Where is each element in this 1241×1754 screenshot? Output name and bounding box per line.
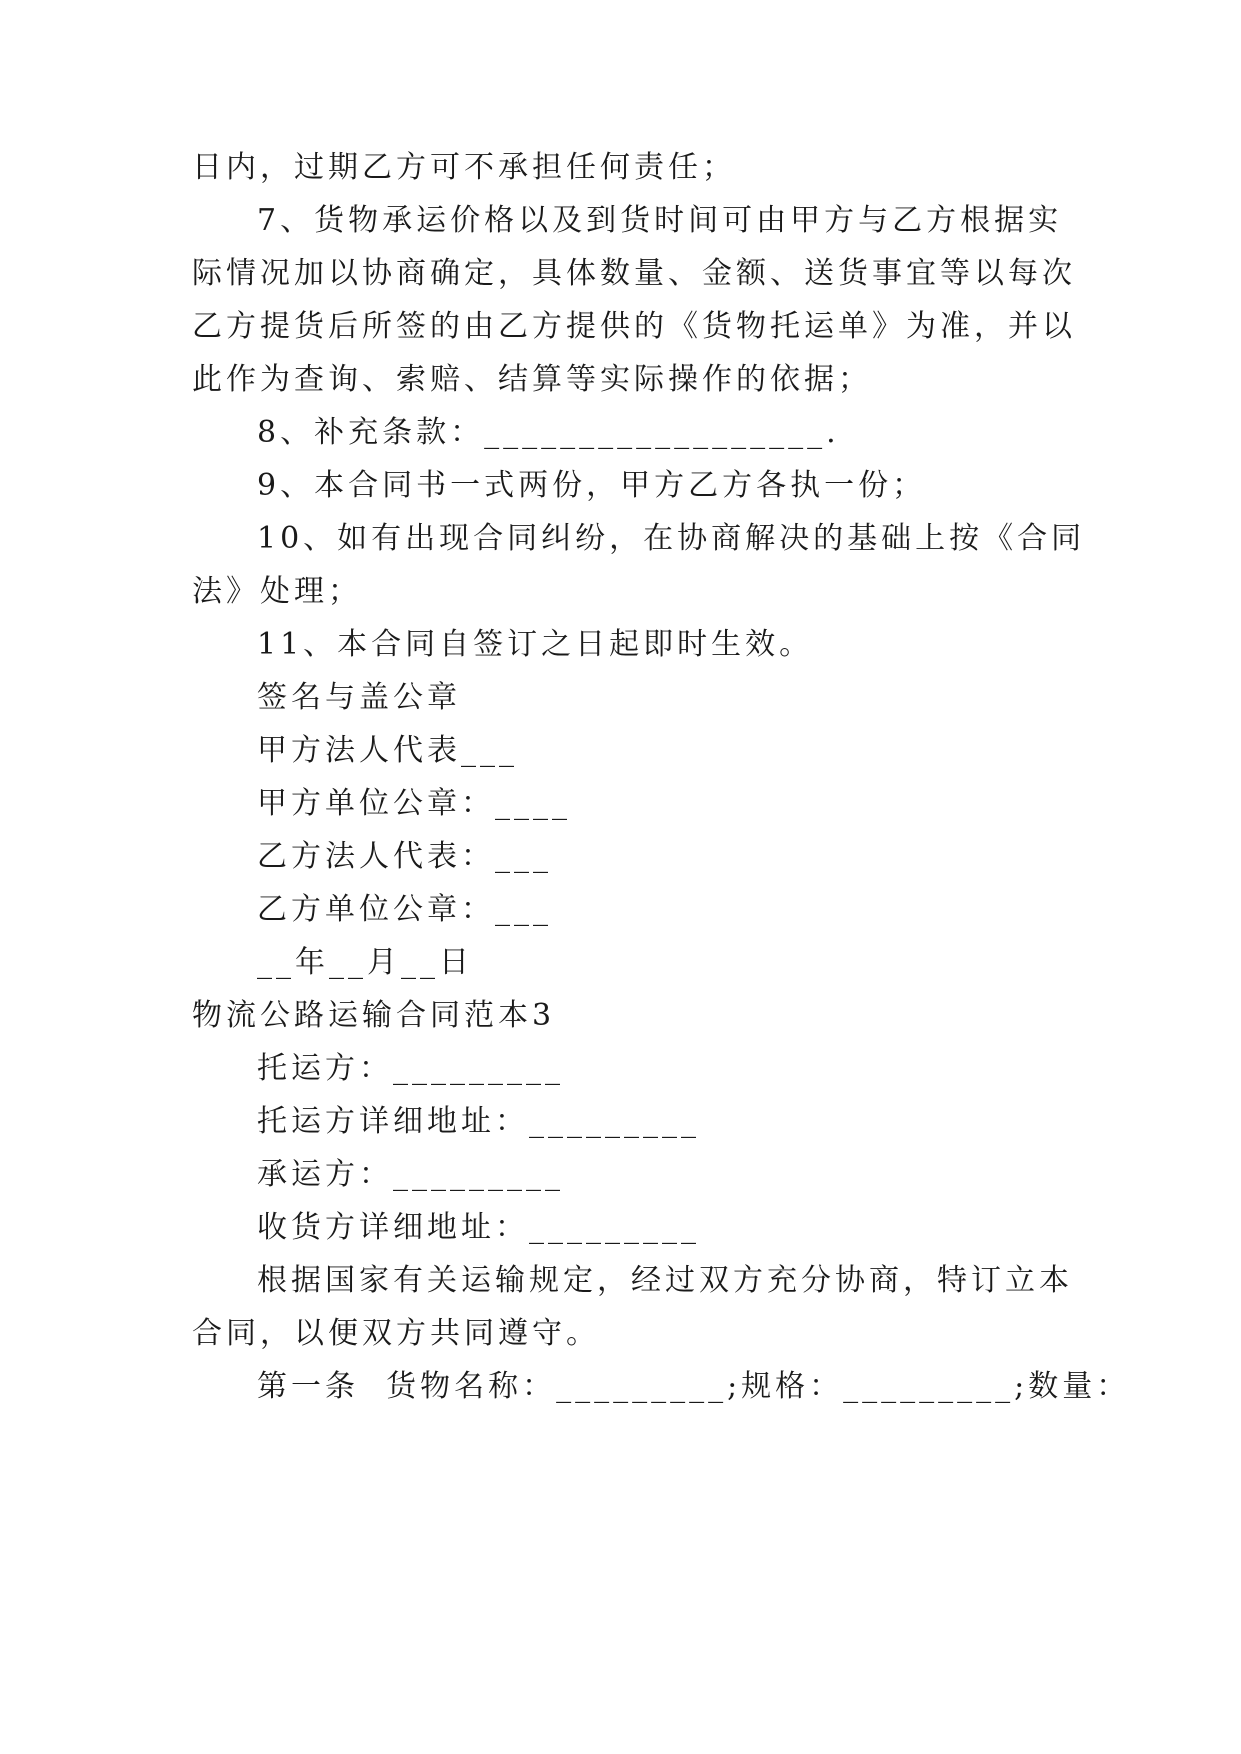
text-line-21: 收货方详细地址：_________ [257,1210,700,1245]
text-line-10: 11、本合同自签订之日起即时生效。 [257,627,814,662]
text-line-11: 签名与盖公章 [257,680,461,715]
text-line-19: 托运方详细地址：_________ [257,1104,700,1139]
text-line-23: 合同，以便双方共同遵守。 [192,1316,600,1351]
text-line-6: 8、补充条款：__________________. [257,415,840,450]
text-line-2: 7、货物承运价格以及到货时间可由甲方与乙方根据实 [257,203,1063,238]
text-line-5: 此作为查询、索赔、结算等实际操作的依据； [192,362,872,397]
text-line-13: 甲方单位公章：____ [257,786,571,821]
text-line-7: 9、本合同书一式两份，甲方乙方各执一份； [257,468,927,503]
text-line-8: 10、如有出现合同纠纷，在协商解决的基础上按《合同 [257,521,1086,556]
section-title: 物流公路运输合同范本3 [192,998,556,1033]
text-line-20: 承运方：_________ [257,1157,564,1192]
text-line-1: 日内，过期乙方可不承担任何责任； [192,150,736,185]
text-line-4: 乙方提货后所签的由乙方提供的《货物托运单》为准，并以 [192,309,1076,344]
text-line-24: 第一条 货物名称：_________;规格：_________;数量： [257,1369,1131,1404]
text-line-15: 乙方单位公章：___ [257,892,552,927]
text-line-9: 法》处理； [192,574,362,609]
text-line-18: 托运方：_________ [257,1051,564,1086]
text-line-3: 际情况加以协商确定，具体数量、金额、送货事宜等以每次 [192,256,1076,291]
text-line-14: 乙方法人代表：___ [257,839,552,874]
text-line-16: __年__月__日 [257,945,473,980]
text-line-12: 甲方法人代表___ [257,733,518,768]
text-line-22: 根据国家有关运输规定，经过双方充分协商，特订立本 [257,1263,1073,1298]
